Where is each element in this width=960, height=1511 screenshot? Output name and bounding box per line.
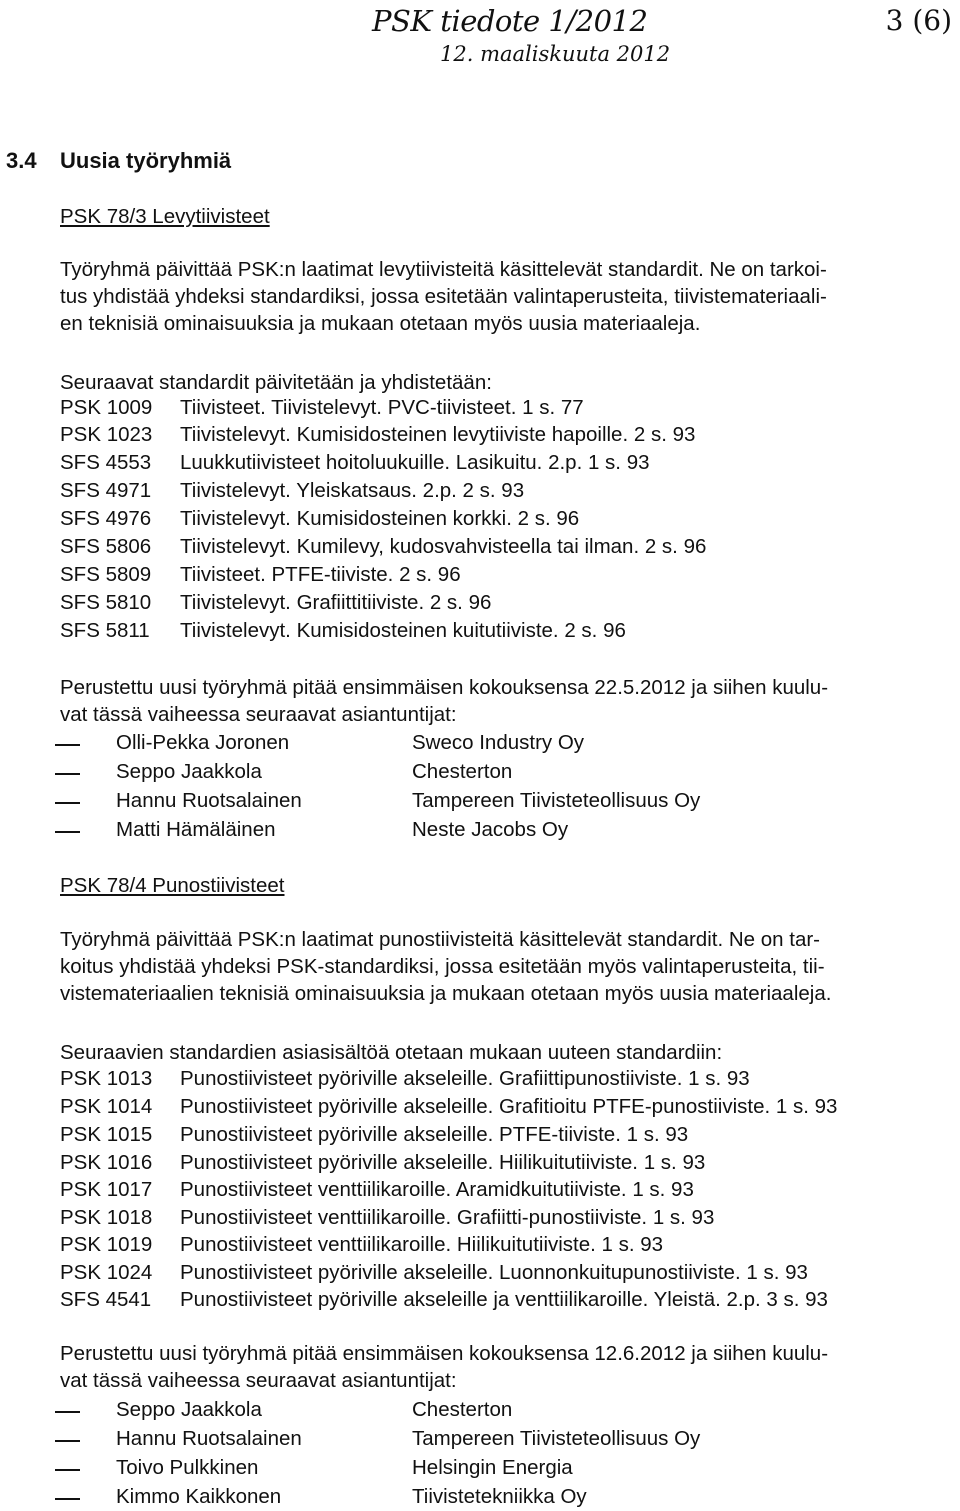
page-header	[372, 0, 960, 80]
section-heading	[6, 148, 231, 174]
standard-row	[60, 423, 695, 447]
standard-description: Punostiivisteet pyöriville akseleille. Grafitioitu PTFE-punostiiviste. 1 s. 93	[180, 1095, 838, 1118]
group2-intro	[60, 926, 950, 1007]
paragraph-line: vistemateriaalien teknisiä ominaisuuksia ja mukaan otetaan myös uusia materiaaleja.	[60, 982, 832, 1005]
member-organization: Tampereen Tiivisteteollisuus Oy	[412, 1427, 701, 1450]
standard-description: Tiivisteet. PTFE-tiiviste. 2 s. 96	[180, 563, 461, 586]
dash-bullet	[55, 1411, 80, 1413]
standard-code: SFS 4971	[60, 479, 152, 502]
group1-founded	[60, 674, 950, 728]
standard-row	[60, 619, 626, 643]
member-name: Seppo Jaakkola	[116, 1398, 262, 1421]
paragraph-line: Perustettu uusi työryhmä pitää ensimmäisen kokouksensa 22.5.2012 ja siihen kuulu-	[60, 676, 829, 699]
newsletter-date: 12. maaliskuuta 2012	[440, 42, 671, 66]
member-name: Matti Hämäläinen	[116, 818, 276, 841]
member-organization: Chesterton	[412, 760, 513, 783]
standard-code: PSK 1017	[60, 1178, 153, 1201]
section-number: 3.4	[6, 148, 37, 173]
standard-row	[60, 1206, 714, 1230]
standard-row	[60, 396, 584, 420]
member-name: Kimmo Kaikkonen	[116, 1485, 282, 1508]
member-organization: Sweco Industry Oy	[412, 731, 585, 754]
standard-row	[60, 1178, 694, 1202]
standard-code: PSK 1019	[60, 1233, 153, 1256]
group-title-punostiivisteet: PSK 78/4 Punostiivisteet	[60, 874, 285, 897]
standard-description: Punostiivisteet pyöriville akseleille. PTFE-tiiviste. 1 s. 93	[180, 1123, 689, 1146]
standard-description: Punostiivisteet venttiilikaroille. Aramidkuitutiiviste. 1 s. 93	[180, 1178, 694, 1201]
standard-description: Punostiivisteet pyöriville akseleille ja venttiilikaroille. Yleistä. 2.p. 3 s. 93	[180, 1288, 828, 1311]
standard-description: Punostiivisteet pyöriville akseleille. Hiilikuitutiiviste. 1 s. 93	[180, 1151, 706, 1174]
standard-row	[60, 1233, 663, 1257]
member-name: Seppo Jaakkola	[116, 760, 262, 783]
member-organization: Helsingin Energia	[412, 1456, 573, 1479]
standard-description: Tiivistelevyt. Kumisidosteinen kuitutiiviste. 2 s. 96	[180, 619, 626, 642]
standard-code: PSK 1014	[60, 1095, 153, 1118]
standard-code: PSK 1023	[60, 423, 153, 446]
standard-description: Punostiivisteet pyöriville akseleille. Grafiittipunostiiviste. 1 s. 93	[180, 1067, 750, 1090]
standard-row	[60, 535, 706, 559]
standard-code: SFS 5811	[60, 619, 150, 642]
standard-row	[60, 1151, 705, 1175]
standard-row	[60, 1261, 808, 1285]
standard-description: Tiivisteet. Tiivistelevyt. PVC-tiivisteet. 1 s. 77	[180, 396, 584, 419]
paragraph-line: koitus yhdistää yhdeksi PSK-standardiksi, jossa esitetään myös valintaperusteita, tii-	[60, 955, 825, 978]
group-title-levytiivisteet: PSK 78/3 Levytiivisteet	[60, 205, 270, 228]
paragraph-line: tus yhdistää yhdeksi standardiksi, jossa esitetään valintaperusteita, tiivistemateriaali-	[60, 285, 827, 308]
standard-description: Punostiivisteet venttiilikaroille. Grafiitti-punostiiviste. 1 s. 93	[180, 1206, 715, 1229]
dash-bullet	[55, 831, 80, 833]
paragraph-line: en teknisiä ominaisuuksia ja mukaan otetaan myös uusia materiaaleja.	[60, 312, 701, 335]
group1-standards-intro: Seuraavat standardit päivitetään ja yhdistetään:	[60, 371, 492, 394]
standard-row	[60, 563, 461, 587]
dash-bullet	[55, 773, 80, 775]
standard-code: SFS 5809	[60, 563, 152, 586]
standard-row	[60, 591, 491, 615]
member-name: Olli-Pekka Joronen	[116, 731, 290, 754]
standard-row	[60, 1067, 750, 1091]
paragraph-line: Perustettu uusi työryhmä pitää ensimmäisen kokouksensa 12.6.2012 ja siihen kuulu-	[60, 1342, 829, 1365]
standard-code: SFS 4553	[60, 451, 152, 474]
dash-bullet	[55, 802, 80, 804]
standard-row	[60, 507, 579, 531]
standard-description: Tiivistelevyt. Kumisidosteinen korkki. 2 s. 96	[180, 507, 580, 530]
standard-code: SFS 4541	[60, 1288, 152, 1311]
member-organization: Tampereen Tiivisteteollisuus Oy	[412, 789, 701, 812]
group1-intro	[60, 256, 950, 337]
member-organization: Neste Jacobs Oy	[412, 818, 569, 841]
standard-row	[60, 1095, 837, 1119]
standard-code: SFS 5810	[60, 591, 152, 614]
member-name: Hannu Ruotsalainen	[116, 789, 302, 812]
standard-description: Tiivistelevyt. Kumisidosteinen levytiiviste hapoille. 2 s. 93	[180, 423, 696, 446]
standard-code: PSK 1013	[60, 1067, 153, 1090]
dash-bullet	[55, 744, 80, 746]
dash-bullet	[55, 1498, 80, 1500]
page-indicator: 3 (6)	[885, 4, 952, 37]
member-name: Toivo Pulkkinen	[116, 1456, 259, 1479]
dash-bullet	[55, 1469, 80, 1471]
member-name: Hannu Ruotsalainen	[116, 1427, 302, 1450]
standard-code: SFS 5806	[60, 535, 152, 558]
standard-row	[60, 1123, 688, 1147]
standard-description: Punostiivisteet pyöriville akseleille. Luonnonkuitupunostiiviste. 1 s. 93	[180, 1261, 808, 1284]
standard-row	[60, 479, 524, 503]
standard-code: PSK 1015	[60, 1123, 153, 1146]
paragraph-line: vat tässä vaiheessa seuraavat asiantuntijat:	[60, 1369, 457, 1392]
paragraph-line: Työryhmä päivittää PSK:n laatimat punostiivisteitä käsittelevät standardit. Ne on tar-	[60, 928, 821, 951]
standard-code: PSK 1018	[60, 1206, 153, 1229]
member-organization: Tiivistetekniikka Oy	[412, 1485, 587, 1508]
standard-code: PSK 1009	[60, 396, 153, 419]
standard-description: Tiivistelevyt. Kumilevy, kudosvahvisteella tai ilman. 2 s. 96	[180, 535, 707, 558]
dash-bullet	[55, 1440, 80, 1442]
newsletter-title: PSK tiedote 1/2012	[372, 4, 648, 38]
standard-code: PSK 1016	[60, 1151, 153, 1174]
member-organization: Chesterton	[412, 1398, 513, 1421]
paragraph-line: Työryhmä päivittää PSK:n laatimat levytiivisteitä käsittelevät standardit. Ne on tarkoi-	[60, 258, 827, 281]
standard-row	[60, 1288, 828, 1312]
standard-description: Tiivistelevyt. Grafiittitiiviste. 2 s. 96	[180, 591, 492, 614]
section-title: Uusia työryhmiä	[60, 148, 232, 173]
standard-row	[60, 451, 650, 475]
standard-code: SFS 4976	[60, 507, 152, 530]
standard-description: Punostiivisteet venttiilikaroille. Hiilikuitutiiviste. 1 s. 93	[180, 1233, 664, 1256]
group2-standards-intro: Seuraavien standardien asiasisältöä otetaan mukaan uuteen standardiin:	[60, 1041, 723, 1064]
group2-founded	[60, 1340, 950, 1394]
paragraph-line: vat tässä vaiheessa seuraavat asiantuntijat:	[60, 703, 457, 726]
standard-description: Luukkutiivisteet hoitoluukuille. Lasikuitu. 2.p. 1 s. 93	[180, 451, 650, 474]
standard-description: Tiivistelevyt. Yleiskatsaus. 2.p. 2 s. 93	[180, 479, 525, 502]
standard-code: PSK 1024	[60, 1261, 153, 1284]
